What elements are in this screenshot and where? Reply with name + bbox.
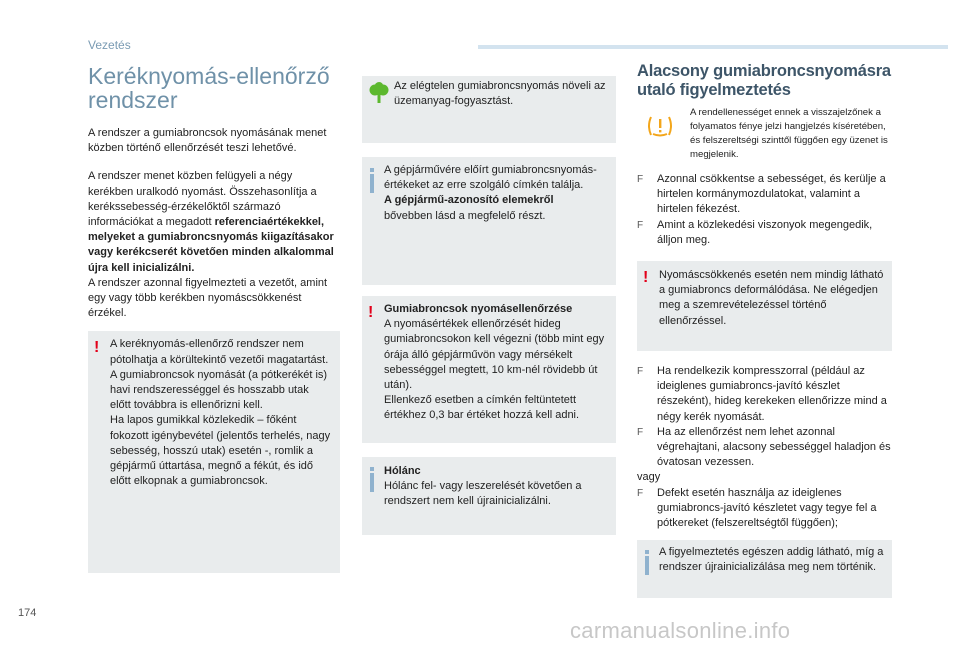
info-box-label — [362, 157, 616, 285]
info-icon — [370, 174, 374, 193]
description-paragraph — [88, 169, 340, 321]
list-item — [637, 364, 897, 425]
list-item — [637, 486, 897, 532]
list-item-text: Ha az ellenőrzést nem lehet azonnal végrehajtani, alacsony sebességgel haladjon és óvatosan vezessen. — [657, 425, 891, 469]
warning-text: A keréknyomás-ellenőrző rendszer nem pótolhatja a körültekintő vezetői magatartást. A gumiabroncsok nyomását (a pótkerékét is) havi rendszerességgel és hosszabb utak előtt továbbra is ellenőrizni kell. Ha lapos gumikkal közlekedik – főként fokozott igénybevétel (jelentős terhelés, nagy sebesség, hosszú utak) esetén -, romlik a gépjármű úttartása, megnő a fékút, és idő előtt elkopnak a gumiabroncsok. — [110, 338, 331, 488]
warning-box-tpms — [88, 331, 340, 573]
bullet-marker: F — [637, 426, 644, 438]
watermark: carmanualsonline.info — [570, 618, 791, 643]
warning-lamp-caption: A rendellenességet ennek a visszajelzőnek a folyamatos fénye jelzi hangjelzés kíséretében, és felszereltségi szinttől függően egy üzenet is megjelenik. — [690, 107, 888, 160]
section-title — [88, 64, 340, 112]
reset-info-text: A figyelmeztetés egészen addig látható, míg a rendszer újrainicializálása meg nem történik. — [659, 546, 884, 574]
low-pressure-title-line-2: utaló figyelmeztetés — [637, 81, 791, 99]
bullet-marker: F — [637, 366, 644, 378]
list-item — [637, 172, 897, 218]
info-icon — [645, 556, 649, 575]
description-alert-text: A rendszer azonnal figyelmezteti a vezetőt, amint egy vagy több kerékben nyomáscsökkenést érzékel. — [88, 276, 328, 320]
list-item-text: Azonnal csökkentse a sebességet, és kerülje a hirtelen kormánymozdulatokat, valamint a hirtelen fékezést. — [657, 173, 886, 216]
page-number: 174 — [18, 607, 37, 619]
info-label-paragraph — [384, 163, 608, 224]
column-right — [637, 62, 897, 598]
list-item — [637, 425, 897, 471]
eco-leaf-icon — [368, 82, 390, 104]
warning-lamp-row — [637, 106, 897, 162]
snow-chain-text: Hólánc fel- vagy leszerelését követően a rendszert nem kell újrainicializálni. — [384, 480, 582, 508]
warning-icon: ! — [643, 269, 649, 287]
intro-paragraph: A rendszer a gumiabroncsok nyomásának menet közben történő ellenőrzését teszi lehetővé. — [88, 127, 327, 155]
list-item — [637, 218, 897, 248]
list-item-text: Ha rendelkezik kompresszorral (például az ideiglenes gumiabroncs-javító készlet részeként), hideg kerekeken ellenőrizze mind a négy kerék nyomását. — [657, 365, 887, 423]
info-box-snow-chain — [362, 457, 616, 535]
info-icon — [370, 473, 374, 492]
pressure-check-text: A nyomásértékek ellenőrzését hideg gumiabroncsokon kell végezni (több mint egy órája álló gépjárművön vagy mérsékelt sebességgel megtett, 10 km-nél rövidebb út után). Ellenkező esetben a címkén feltüntetett értékhez 0,3 bar értéket hozzá kell adni. — [384, 318, 605, 422]
list-item-text: Defekt esetén használja az ideiglenes gumiabroncs-javító készletet vagy tegye fel a pótkereket (felszereltségtől függően); — [657, 486, 877, 530]
info-box-reset — [637, 540, 892, 598]
deformation-warning-text: Nyomáscsökkenés esetén nem mindig látható a gumiabroncs deformálódása. Ne elégedjen meg a szemrevételezéssel történő ellenőrzéssel. — [659, 269, 884, 327]
eco-box — [362, 76, 616, 143]
header-divider — [478, 45, 948, 49]
column-middle — [362, 76, 616, 535]
info-label-tail: bővebben lásd a megfelelő részt. — [384, 209, 546, 222]
section-header: Vezetés — [88, 38, 131, 52]
info-label-bold: A gépjármű-azonosító elemekről — [384, 194, 554, 207]
pressure-check-paragraph — [384, 302, 608, 424]
bullet-marker: F — [637, 174, 644, 185]
low-pressure-title-line-1: Alacsony gumiabroncsnyomásra — [637, 62, 891, 80]
or-text: vagy — [637, 471, 661, 484]
warning-icon: ! — [94, 339, 100, 357]
snow-chain-paragraph — [384, 464, 608, 510]
column-left — [88, 64, 340, 573]
description-bold: referenciaértékekkel, melyeket a gumiabroncsnyomás kiigazításakor vagy kerékcserét követően minden alkalommal újra kell inicializálni. — [88, 216, 334, 274]
info-label-text: A gépjárművére előírt gumiabroncsnyomás-értékeket az erre szolgáló címkén találja. — [384, 164, 597, 192]
action-list-2 — [637, 364, 897, 531]
warning-icon: ! — [368, 304, 374, 321]
title-line-2: rendszer — [88, 87, 178, 113]
snow-chain-title: Hólánc — [384, 465, 421, 477]
pressure-check-title: Gumiabroncsok nyomásellenőrzése — [384, 303, 573, 315]
description-text: A rendszer menet közben felügyeli a négy kerékben uralkodó nyomást. Összehasonlítja a kerékssebesség-érzékelőktől származó információkat a megadott — [88, 170, 317, 229]
warning-box-pressure-check — [362, 296, 616, 443]
bullet-marker: F — [637, 219, 644, 231]
list-item-text: Amint a közlekedési viszonyok megengedik, álljon meg. — [657, 218, 873, 246]
eco-text: Az elégtelen gumiabroncsnyomás növeli az üzemanyag-fogyasztást. — [394, 80, 606, 108]
title-line-1: Keréknyomás-ellenőrző — [88, 63, 330, 89]
tire-pressure-warning-icon — [646, 114, 674, 138]
bullet-marker: F — [637, 487, 644, 499]
low-pressure-title — [637, 62, 897, 100]
action-list-1 — [637, 172, 897, 248]
warning-box-deformation — [637, 261, 892, 351]
